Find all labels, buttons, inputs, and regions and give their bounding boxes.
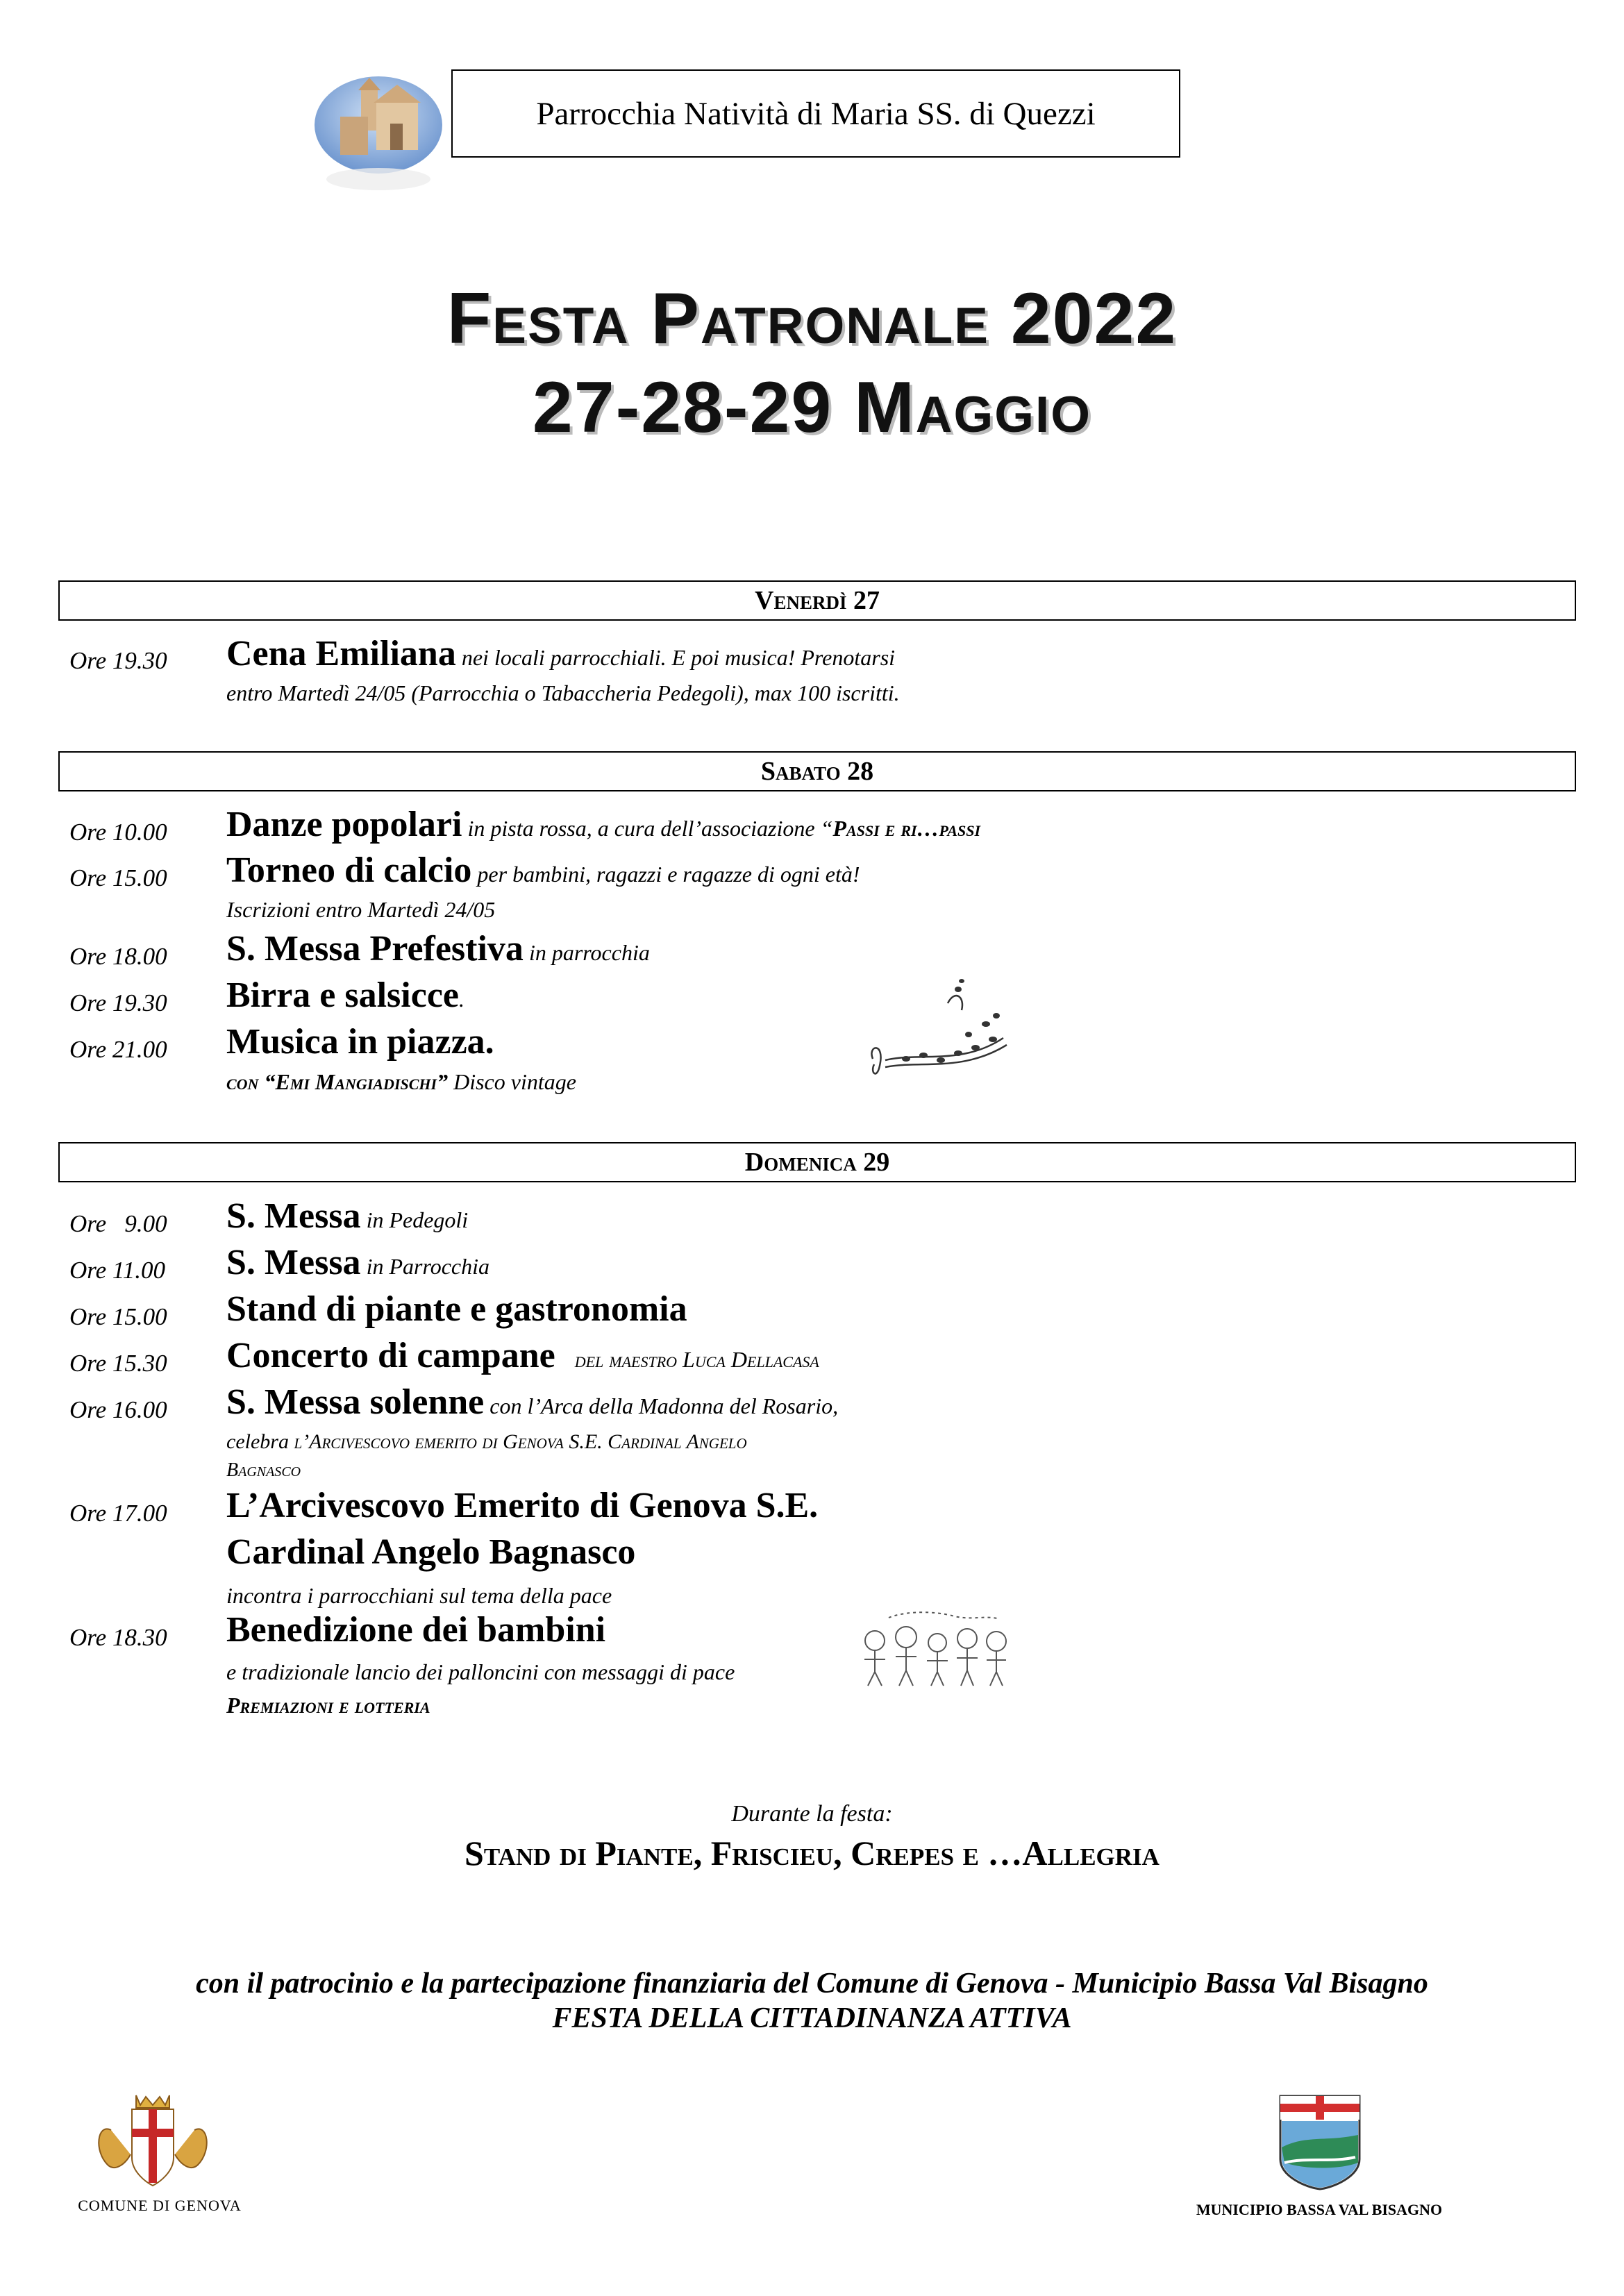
church-photo [312,75,444,193]
event-title: Birra e salsicce [226,975,459,1015]
event-time: Ore 15.00 [69,1303,167,1330]
event-line [226,1609,605,1650]
event-note: celebra l’Arcivescovo emerito di Genova S.E. Cardinal Angelo [226,1430,747,1453]
event-time: Ore 15.30 [69,1350,167,1377]
event-desc: . [458,987,464,1012]
event-time: Ore 10.00 [69,819,167,846]
event-line [226,1196,468,1237]
event-title: S. Messa Prefestiva [226,929,524,969]
event-note: Bagnasco [226,1459,301,1481]
comune-di-genova-coat-of-arms [90,2088,215,2193]
event-desc: in pista rossa, a cura dell’associazione “ [462,816,833,841]
event-note: incontra i parrocchiani sul tema della pace [226,1583,612,1608]
event-time: Ore 19.30 [69,647,167,674]
dj-name: con “Emi Mangiadischi” [226,1069,449,1094]
event-title: Cena Emiliana [226,634,456,673]
event-title: S. Messa solenne [226,1382,485,1422]
event-time: Ore 11.00 [69,1257,166,1284]
event-note: Iscrizioni entro Martedì 24/05 [226,897,496,922]
association-name: Passi e ri…passi [832,816,981,841]
event-time: Ore 9.00 [69,1210,167,1237]
event-title-cont: Cardinal Angelo Bagnasco [226,1532,636,1572]
event-note: con “Emi Mangiadischi” Disco vintage [226,1069,576,1094]
event-title: Stand di piante e gastronomia [226,1289,687,1329]
event-desc: in Pedegoli [360,1207,469,1232]
municipio-label: MUNICIPIO BASSA VAL BISAGNO [1196,2201,1443,2218]
event-note: entro Martedì 24/05 (Parrocchia o Tabaccheria Pedegoli), max 100 iscritti. [226,680,900,705]
children-drawing-icon [857,1609,1014,1689]
event-line [226,1289,687,1330]
event-title: Torneo di calcio [226,850,472,890]
parish-name-box [451,69,1180,158]
event-line [226,1485,818,1526]
event-line [226,1021,494,1062]
music-notes-icon [864,975,1024,1090]
during-label: Durante la festa: [731,1801,893,1827]
event-time: Ore 18.00 [69,943,167,970]
day-header-sunday: Domenica 29 [58,1142,1576,1182]
event-desc: nei locali parrocchiali. E poi musica! Prenotarsi [455,645,896,670]
event-desc: per bambini, ragazzi e ragazze di ogni età! [471,862,860,887]
event-time: Ore 16.00 [69,1396,167,1423]
event-line [226,1242,489,1283]
parish-name: Parrocchia Natività di Maria SS. di Quezzi [536,95,1096,132]
event-title: Musica in piazza. [226,1022,494,1062]
event-line [226,1335,819,1376]
festival-title: Festa Patronale 2022 [446,278,1178,359]
comune-di-genova-label: COMUNE DI GENOVA [78,2197,242,2214]
event-note: Premiazioni e lotteria [226,1693,430,1718]
event-time: Ore 19.30 [69,989,167,1016]
event-line [226,633,895,674]
event-line [226,975,464,1016]
event-time: Ore 17.00 [69,1500,167,1527]
event-title: Danze popolari [226,805,462,844]
event-time: Ore 15.00 [69,864,167,891]
stands-line: Stand di Piante, Friscieu, Crepes e …Allegria [464,1834,1160,1872]
event-note: e tradizionale lancio dei palloncini con messaggi di pace [226,1659,735,1684]
event-title: Benedizione dei bambini [226,1610,606,1650]
event-title: L’Arcivescovo Emerito di Genova S.E. [226,1486,819,1525]
festival-dates: 27-28-29 Maggio [532,367,1092,448]
day-header-saturday: Sabato 28 [58,751,1576,791]
event-title: S. Messa [226,1243,361,1282]
event-title: Concerto di campane [226,1336,555,1375]
event-line [226,928,650,969]
municipio-bassa-val-bisagno-crest [1278,2093,1362,2190]
event-desc: con l’Arca della Madonna del Rosario, [484,1393,839,1418]
event-time: Ore 21.00 [69,1036,167,1063]
event-desc: in parrocchia [523,940,650,965]
event-time: Ore 18.30 [69,1624,167,1651]
event-line [226,804,980,845]
event-desc: in Parrocchia [360,1254,490,1279]
event-line [226,1532,635,1573]
day-header-friday: Venerdì 27 [58,580,1576,621]
event-title: S. Messa [226,1196,361,1236]
event-line [226,850,860,891]
event-line [226,1382,838,1423]
event-desc: del maestro Luca Dellacasa [574,1347,819,1372]
patronage-line: con il patrocinio e la partecipazione finanziaria del Comune di Genova - Municipio Bassa Val Bisagno [196,1968,1428,2000]
patronage-line: FESTA DELLA CITTADINANZA ATTIVA [552,2002,1072,2034]
